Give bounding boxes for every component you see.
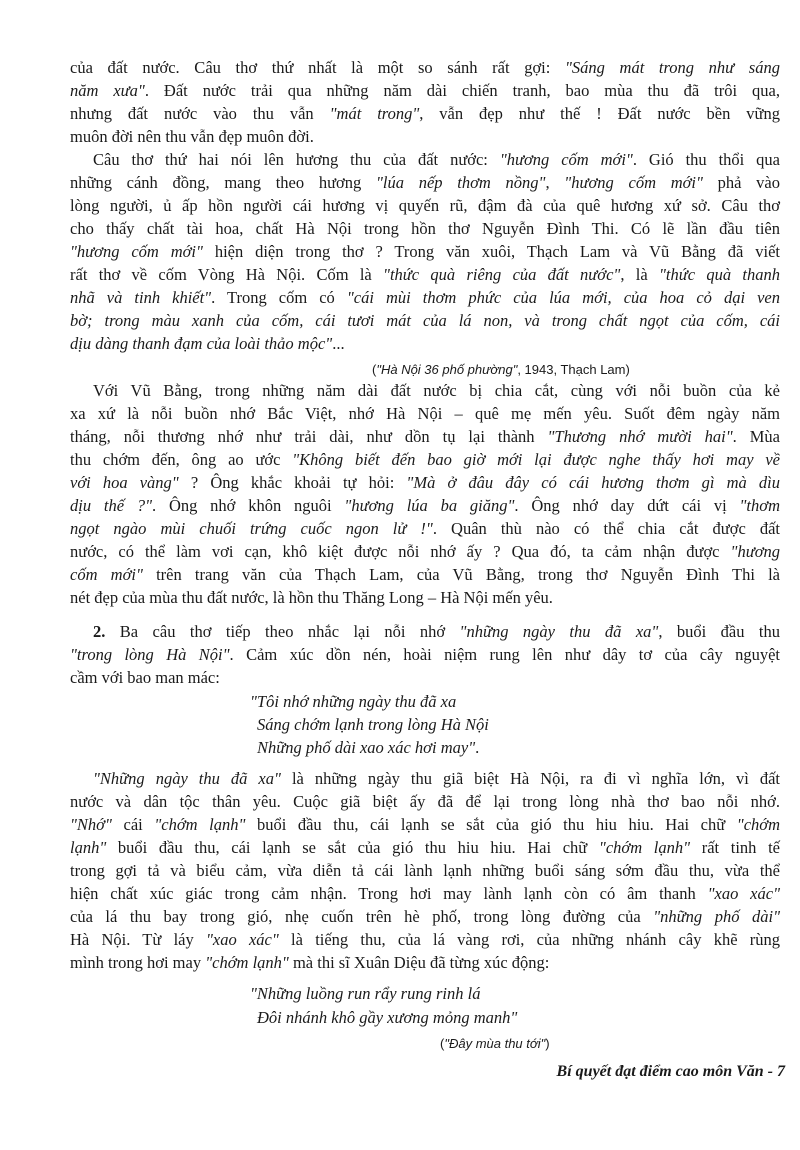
p2-line-6: rất thơ về cốm Vòng Hà Nội. Cốm là "thức quà riêng của đất nước", là "thức quà thanh <box>70 265 780 284</box>
p2-line-7: nhã và tinh khiết". Trong cốm có "cái mùi thơm phức của lúa mới, của hoa cỏ dại ven <box>70 288 780 307</box>
p1-line-4: muôn đời nên thu vẫn đẹp muôn đời. <box>70 127 314 146</box>
p4-line-1: 2. Ba câu thơ tiếp theo nhắc lại nỗi nhớ "những ngày thu đã xa", buổi đầu thu <box>93 622 781 641</box>
p5-line-6: hiện chất xúc giác trong cảm nhận. Trong hơi may lành lạnh còn có âm thanh "xao xác" <box>70 884 780 903</box>
p5-line-4: lạnh" buổi đầu thu, cái lạnh se sắt của gió thu hiu hiu. Hai chữ "chớm lạnh" rất tinh tế <box>70 838 780 857</box>
p4-line-3: cầm với bao man mác: <box>70 668 220 687</box>
poem1-line-1: "Tôi nhớ những ngày thu đã xa <box>250 692 457 711</box>
p2-line-3: lòng người, ủ ấp hồn người cái hương vị quyến rũ, đậm đà của quê hương xứ sở. Câu thơ <box>70 196 780 215</box>
p2-line-4: cho thấy chất tài hoa, chất Hà Nội trong hồn thơ Nguyễn Đình Thi. Có lẽ lần đầu tiên <box>70 219 780 238</box>
p5-line-3: "Nhớ" cái "chớm lạnh" buổi đầu thu, cái lạnh se sắt của gió thu hiu hiu. Hai chữ "chớm <box>70 815 780 834</box>
p2-line-8: bờ; trong màu xanh của cốm, cái tươi mát của lá non, và trong chất ngọt của cốm, cái <box>70 311 780 330</box>
p5-line-2: nước và dân tộc thân yêu. Cuộc giã biệt ấy đã để lại trong lòng nhà thơ bao nỗi nhớ. <box>70 792 780 811</box>
poem1-line-3: Những phố dài xao xác hơi may". <box>257 738 480 757</box>
p5-line-7: của lá thu bay trong gió, nhẹ cuốn trên hè phố, trong lòng đường của "những phố dài" <box>70 907 780 926</box>
p3-line-8: nước, có thể làm vơi cạn, khô kiệt được nỗi nhớ ấy ? Qua đó, ta cảm nhận được "hương <box>70 542 780 561</box>
citation-thach-lam: ("Hà Nội 36 phố phường", 1943, Thạch Lam) <box>372 362 630 377</box>
poem2-line-2: Đôi nhánh khô gầy xương mỏng manh" <box>257 1008 518 1027</box>
p5-line-8: Hà Nội. Từ láy "xao xác" là tiếng thu, của lá vàng rơi, của những nhánh cây khẽ rùng <box>70 930 781 949</box>
p3-line-3: tháng, nỗi thương nhớ như trải dài, như dồn tụ lại thành "Thương nhớ mười hai". Mùa <box>70 427 781 446</box>
p3-line-9: cốm mới" trên trang văn của Thạch Lam, của Vũ Bằng, trong thơ Nguyễn Đình Thi là <box>70 565 780 584</box>
citation-xuan-dieu: ("Đây mùa thu tới") <box>440 1036 550 1051</box>
p1-line-1: của đất nước. Câu thơ thứ nhất là một so sánh rất gợi: "Sáng mát trong như sáng <box>70 58 780 77</box>
p3-line-2: xa xứ là nỗi buồn nhớ Bắc Việt, nhớ Hà Nội – quê mẹ mến yêu. Suốt đêm ngày năm <box>70 404 780 423</box>
p3-line-10: nét đẹp của mùa thu đất nước, là hồn thu Thăng Long – Hà Nội mến yêu. <box>70 588 553 607</box>
poem2-line-1: "Những luồng run rẩy rung rinh lá <box>250 984 481 1003</box>
p5-line-9: mình trong hơi may "chớm lạnh" mà thi sĩ Xuân Diệu đã từng xúc động: <box>70 953 550 972</box>
p3-line-5: với hoa vàng" ? Ông khắc khoải tự hỏi: "Mà ở đâu đây có cái hương thơm gì mà dìu <box>70 473 780 492</box>
p3-line-4: thu chớm đến, ông ao ước "Không biết đến bao giờ mới lại được nghe thấy hơi may về <box>70 450 780 469</box>
p5-line-5: trong gợi tả và biểu cảm, vừa diễn tả cái lành lạnh những buổi sáng sớm đầu thu, vừa thể <box>70 861 780 880</box>
p3-line-1: Với Vũ Bằng, trong những năm dài đất nước bị chia cắt, cùng với nỗi buồn của kẻ <box>93 381 780 400</box>
p1-line-3: nhưng đất nước vào thu vẫn "mát trong", vẫn đẹp như thế ! Đất nước bền vững <box>70 104 780 123</box>
p3-line-7: ngọt ngào mùi chuối trứng cuốc ngon lử !". Quân thù nào có thể chia cắt được đất <box>70 519 780 538</box>
p2-line-2: những cánh đồng, mang theo hương "lúa nếp thơm nồng", "hương cốm mới" phả vào <box>70 173 781 192</box>
p5-line-1: "Những ngày thu đã xa" là những ngày thu giã biệt Hà Nội, ra đi vì nghĩa lớn, vì đất <box>93 769 781 788</box>
p2-line-1: Câu thơ thứ hai nói lên hương thu của đất nước: "hương cốm mới". Gió thu thổi qua <box>93 150 780 169</box>
p1-line-2: năm xưa". Đất nước trải qua những năm dài chiến tranh, bao mùa thu đã trôi qua, <box>70 81 780 100</box>
p4-line-2: "trong lòng Hà Nội". Cảm xúc dồn nén, hoài niệm rung lên như dây tơ của cây nguyệt <box>70 645 781 664</box>
page-footer: Bí quyết đạt điểm cao môn Văn - 7 <box>556 1063 785 1080</box>
p2-line-5: "hương cốm mới" hiện diện trong thơ ? Trong văn xuôi, Thạch Lam và Vũ Bằng đã viết <box>70 242 780 261</box>
p3-line-6: dịu thế ?". Ông nhớ khôn nguôi "hương lúa ba giăng". Ông nhớ day dứt cái vị "thơm <box>70 496 780 515</box>
poem1-line-2: Sáng chớm lạnh trong lòng Hà Nội <box>257 715 489 734</box>
p2-line-9: dịu dàng thanh đạm của loài thảo mộc"... <box>70 334 345 353</box>
